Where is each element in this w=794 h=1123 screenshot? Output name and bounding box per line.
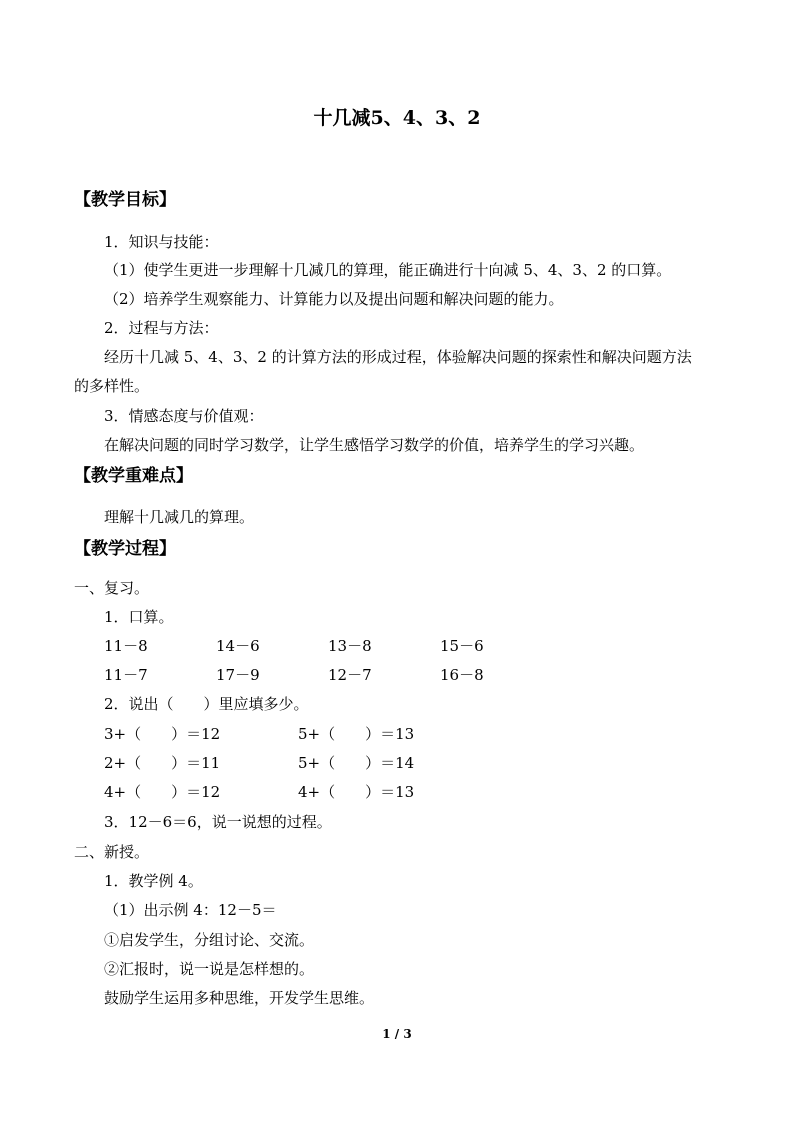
fill-blank-title: 2．说出（ ）里应填多少。 [104,695,309,713]
oral-calc-item: 12－7 [328,666,372,684]
oral-calc-item: 14－6 [216,637,260,655]
new-lesson-sub-1: （1）出示例 4：12－5＝ [104,901,277,919]
fill-blank-item: 2+（ ）＝11 [104,754,221,772]
review-item-3: 3．12－6＝6，说一说想的过程。 [104,813,332,831]
oral-calc-item: 11－7 [104,666,148,684]
oral-calc-item: 15－6 [440,637,484,655]
fill-blank-item: 4+（ ）＝12 [104,783,221,801]
objective-1-item-1: （1）使学生更进一步理解十几减几的算理，能正确进行十向减 5、4、3、2 的口算。 [104,261,672,279]
fill-blank-item: 5+（ ）＝14 [298,754,415,772]
oral-calc-title: 1．口算。 [104,608,174,626]
oral-calc-item: 16－8 [440,666,484,684]
objective-2-text-line2: 的多样性。 [74,377,150,395]
process-header: 【教学过程】 [74,539,176,559]
objective-2-title: 2．过程与方法： [104,319,219,337]
oral-calc-item: 11－8 [104,637,148,655]
objective-3-text: 在解决问题的同时学习数学，让学生感悟学习数学的价值，培养学生的学习兴趣。 [104,436,645,454]
objectives-header: 【教学目标】 [74,190,176,210]
objective-2-text-line1: 经历十几减 5、4、3、2 的计算方法的形成过程，体验解决问题的探索性和解决问题方法 [104,348,692,366]
objective-1-title: 1．知识与技能： [104,233,219,251]
objective-3-title: 3．情感态度与价值观： [104,407,264,425]
page-title: 十几减5、4、3、2 [313,107,481,129]
objective-1-item-2: （2）培养学生观察能力、计算能力以及提出问题和解决问题的能力。 [104,290,564,308]
fill-blank-item: 4+（ ）＝13 [298,783,415,801]
keypoints-header: 【教学重难点】 [74,466,193,486]
review-heading: 一、复习。 [74,579,150,597]
fill-blank-item: 5+（ ）＝13 [298,725,415,743]
new-lesson-note: 鼓励学生运用多种思维，开发学生思维。 [104,989,375,1007]
fill-blank-item: 3+（ ）＝12 [104,725,221,743]
new-lesson-step-2: ②汇报时，说一说是怎样想的。 [104,960,315,978]
oral-calc-item: 13－8 [328,637,372,655]
oral-calc-item: 17－9 [216,666,260,684]
new-lesson-item-1: 1．教学例 4。 [104,872,203,890]
page-number: 1 / 3 [382,1027,412,1041]
new-lesson-step-1: ①启发学生，分组讨论、交流。 [104,931,315,949]
new-lesson-heading: 二、新授。 [74,843,150,861]
keypoints-text: 理解十几减几的算理。 [104,508,255,526]
